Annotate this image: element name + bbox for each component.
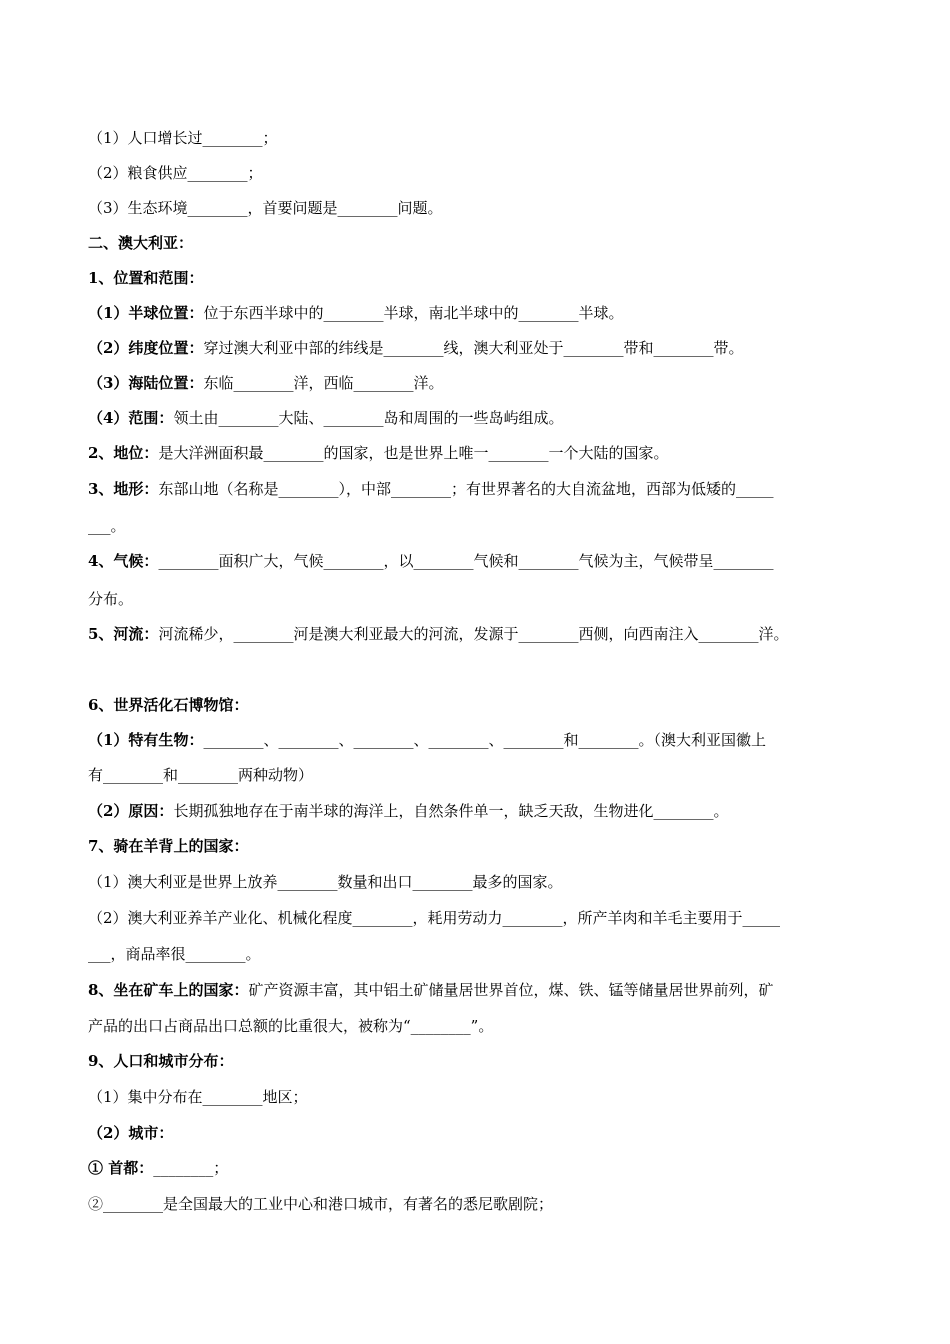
line-text: 长期孤独地存在于南半球的海洋上，自然条件单一，缺乏天敌，生物进化________。 (173, 802, 729, 820)
bold-label: 2、地位： (88, 444, 159, 462)
text-line (88, 978, 880, 1002)
bold-label: （1）特有生物： (88, 731, 204, 749)
text-line (88, 196, 880, 220)
bold-label: （2）原因： (88, 802, 174, 820)
line-text: （1）集中分布在________地区； (88, 1088, 308, 1106)
bold-label: （3）海陆位置： (88, 374, 204, 392)
text-line (88, 1085, 880, 1109)
text-line (88, 622, 880, 646)
text-line (88, 1156, 880, 1180)
text-line (88, 728, 880, 752)
line-text: 穿过澳大利亚中部的纬线是________线，澳大利亚处于________带和________带。 (203, 339, 744, 357)
bold-label: （2）城市： (88, 1124, 174, 1142)
line-text: ②________是全国最大的工业中心和港口城市，有著名的悉尼歌剧院； (88, 1195, 554, 1213)
line-text: ________； (153, 1159, 229, 1177)
line-text: 位于东西半球中的________半球，南北半球中的________半球。 (203, 304, 624, 322)
bold-label: ① 首都： (88, 1159, 154, 1177)
bold-label: 9、人口和城市分布： (88, 1052, 234, 1070)
text-line (88, 477, 880, 501)
line-text: （2）粮食供应________； (88, 164, 263, 182)
text-line (88, 1014, 880, 1038)
line-text: （2）澳大利亚养羊产业化、机械化程度________，耗用劳动力________，所产羊肉和羊毛主要用于_____ (88, 909, 781, 927)
text-line (88, 763, 880, 787)
bold-label: 7、骑在羊背上的国家： (88, 837, 249, 855)
line-text: ________面积广大，气候________，以________气候和________气候为主，气候带呈________ (158, 552, 774, 570)
item-heading (88, 1121, 880, 1145)
line-text: 产品的出口占商品出口总额的比重很大，被称为“________”。 (88, 1017, 494, 1035)
text-line (88, 126, 880, 150)
line-text: 分布。 (88, 590, 134, 608)
bold-label: 4、气候： (88, 552, 159, 570)
bold-label: （1）半球位置： (88, 304, 204, 322)
text-line (88, 942, 880, 966)
line-text: ___，商品率很________。 (88, 945, 261, 963)
bold-label: 3、地形： (88, 480, 159, 498)
text-line (88, 301, 880, 325)
section-heading (88, 231, 880, 255)
line-text: 河流稀少，________河是澳大利亚最大的河流，发源于________西侧，向西南注入________洋。 (158, 625, 789, 643)
bold-label: 二、澳大利亚： (88, 234, 194, 252)
line-text: 有________和________两种动物） (88, 766, 314, 784)
item-heading (88, 266, 880, 290)
text-line (88, 870, 880, 894)
bold-label: 8、坐在矿车上的国家： (88, 981, 249, 999)
item-heading (88, 1049, 880, 1073)
text-line (88, 587, 880, 611)
line-text: 领土由________大陆、________岛和周围的一些岛屿组成。 (173, 409, 564, 427)
bold-label: （4）范围： (88, 409, 174, 427)
text-line (88, 549, 880, 573)
line-text: 是大洋洲面积最________的国家，也是世界上唯一________一个大陆的国家。 (158, 444, 669, 462)
item-heading (88, 693, 880, 717)
line-text: ________、________、________、________、________和________。（澳大利亚国徽上 (203, 731, 766, 749)
text-line (88, 906, 880, 930)
text-line (88, 406, 880, 430)
line-text: （1）澳大利亚是世界上放养________数量和出口________最多的国家。 (88, 873, 563, 891)
bold-label: （2）纬度位置： (88, 339, 204, 357)
bold-label: 5、河流： (88, 625, 159, 643)
text-line (88, 441, 880, 465)
bold-label: 1、位置和范围： (88, 269, 204, 287)
text-line (88, 161, 880, 185)
text-line (88, 1192, 880, 1216)
line-text: 东临________洋，西临________洋。 (203, 374, 444, 392)
text-line (88, 336, 880, 360)
line-text: 东部山地（名称是________），中部________；有世界著名的大自流盆地，西部为低矮的_____ (158, 480, 774, 498)
line-text: （3）生态环境________，首要问题是________问题。 (88, 199, 443, 217)
bold-label: 6、世界活化石博物馆： (88, 696, 249, 714)
line-text: （1）人口增长过________； (88, 129, 278, 147)
item-heading (88, 834, 880, 858)
text-line (88, 514, 880, 538)
line-text: 矿产资源丰富，其中铝土矿储量居世界首位，煤、铁、锰等储量居世界前列，矿 (248, 981, 774, 999)
text-line (88, 799, 880, 823)
text-line (88, 371, 880, 395)
line-text: ___。 (88, 517, 126, 535)
